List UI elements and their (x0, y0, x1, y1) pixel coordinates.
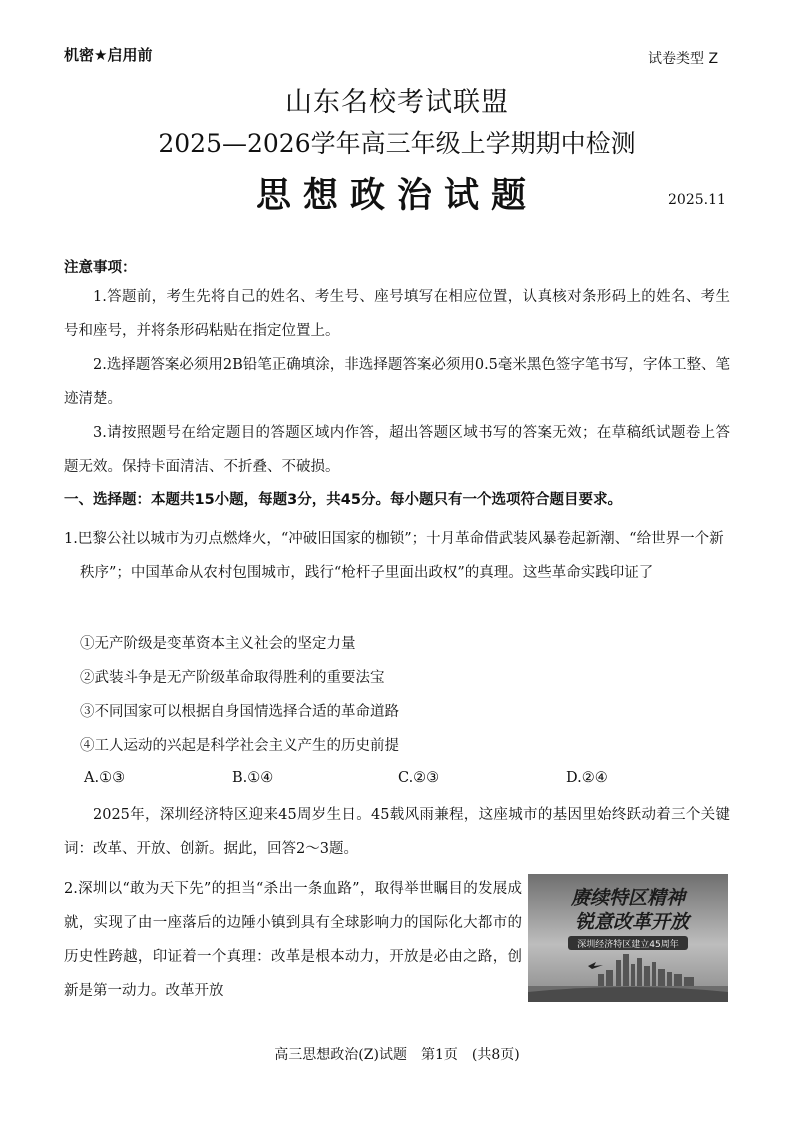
page-footer: 高三思想政治(Z)试题 第1页 (共8页) (274, 1047, 520, 1063)
q1-statement-1: ①无产阶级是变革资本主义社会的坚定力量 (80, 636, 356, 652)
q1-statement-4: ④工人运动的兴起是科学社会主义产生的历史前提 (80, 738, 399, 754)
q1-choice-c: C.②③ (398, 770, 440, 786)
poster-headline-1: 赓续特区精神 (570, 887, 686, 909)
question-2-stem: 2.深圳以“敢为天下先”的担当“杀出一条血路”，取得举世瞩目的发展成就，实现了由一座落后的边陲小镇到具有全球影响力的国际化大都市的历史性跨越，印证着一个真理：改革是根本动力，开放是必由之路，创新是第一动力。改革开放 (64, 881, 522, 999)
poster-banner: 深圳经济特区建立45周年 (577, 940, 679, 950)
q1-statement-3: ③不同国家可以根据自身国情选择合适的革命道路 (80, 704, 399, 720)
notice-heading: 注意事项： (64, 260, 137, 276)
exam-term-title: 2025—2026学年高三年级上学期期中检测 (158, 129, 636, 158)
confidential-label: 机密★启用前 (64, 46, 153, 64)
notice-item-1: 1.答题前，考生先将自己的姓名、考生号、座号填写在相应位置，认真核对条形码上的姓名、考生号和座号，并将条形码粘贴在指定位置上。 (64, 289, 730, 339)
question-1-text: 1.巴黎公社以城市为刃点燃烽火，“冲破旧国家的枷锁”；十月革命借武装风暴卷起新潮、“给世界一个新秩序”；中国革命从农村包围城市，践行“枪杆子里面出政权”的真理。这些革命实践印证了 (64, 531, 724, 581)
notice-item-3: 3.请按照题号在给定题目的答题区域内作答，超出答题区域书写的答案无效；在草稿纸试题卷上答题无效。保持卡面清洁、不折叠、不破损。 (64, 425, 730, 475)
q1-statement-2: ②武装斗争是无产阶级革命取得胜利的重要法宝 (80, 670, 385, 686)
section-heading: 一、选择题：本题共15小题，每题3分，共45分。每小题只有一个选项符合题目要求。 (64, 492, 622, 508)
question-1-stem (64, 522, 730, 590)
paper-type-label: 试卷类型 Z (648, 51, 719, 67)
poster-headline-2: 锐意改革开放 (574, 911, 690, 933)
material-text: 2025年，深圳经济特区迎来45周岁生日。45载风雨兼程，这座城市的基因里始终跃动着三个关键词：改革、开放、创新。据此，回答2～3题。 (64, 807, 730, 857)
exam-union-title: 山东名校考试联盟 (285, 87, 509, 118)
q1-choice-a: A.①③ (84, 770, 126, 786)
q1-choice-d: D.②④ (566, 770, 608, 786)
subject-title: 思想政治试题 (255, 176, 538, 216)
exam-date: 2025.11 (668, 192, 726, 208)
q1-choice-b: B.①④ (232, 770, 274, 786)
notice-item-2: 2.选择题答案必须用2B铅笔正确填涂，非选择题答案必须用0.5毫米黑色签字笔书写，字体工整、笔迹清楚。 (64, 357, 730, 407)
shenzhen-poster-image (528, 874, 728, 1002)
